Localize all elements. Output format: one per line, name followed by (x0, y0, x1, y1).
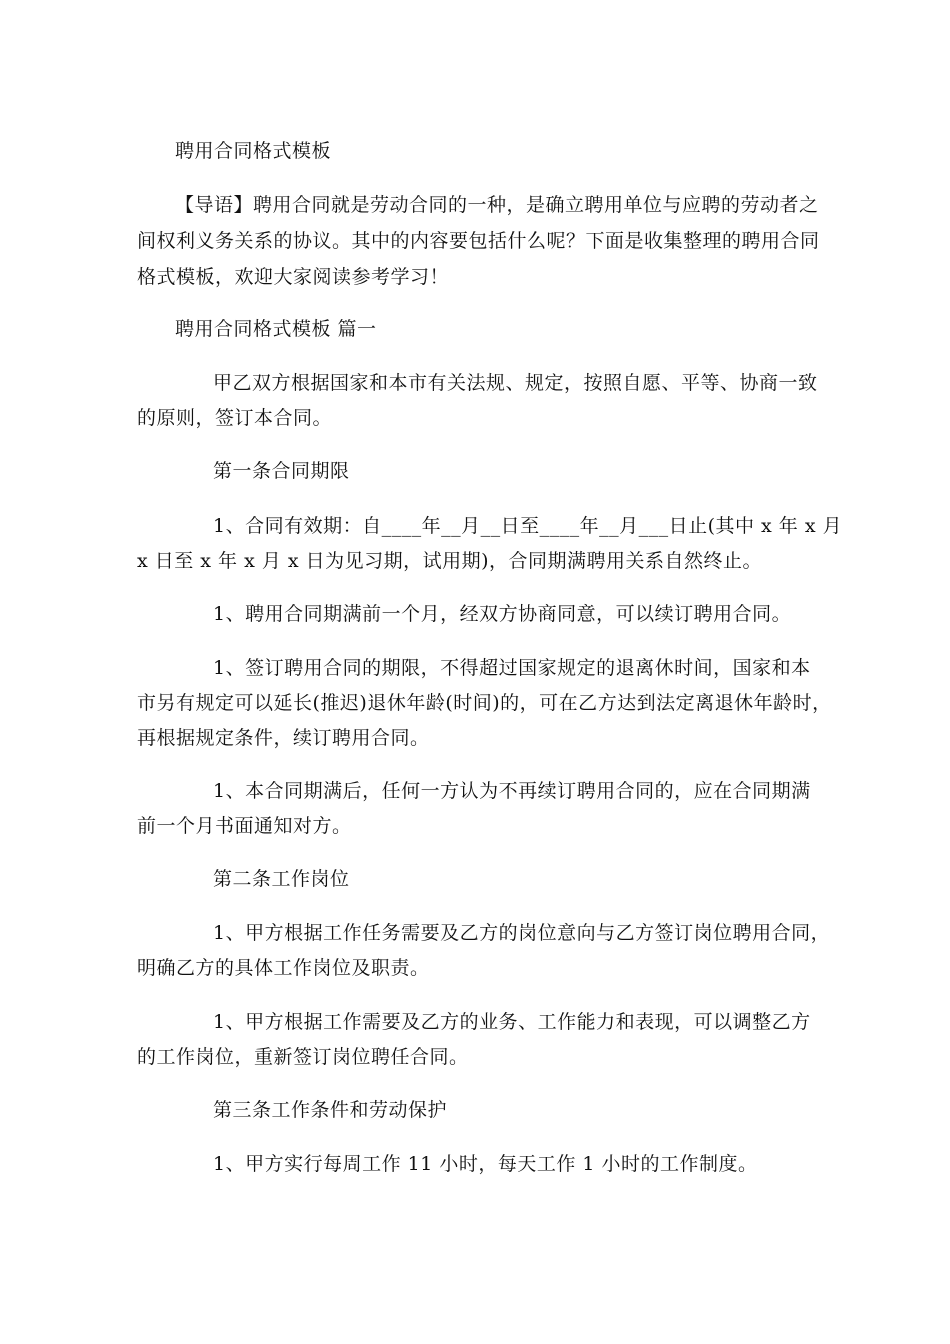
clause-line: 再根据规定条件，续订聘用合同。 (137, 727, 430, 749)
section-heading: 聘用合同格式模板 篇一 (175, 318, 377, 340)
clause-line: 1、甲方根据工作需要及乙方的业务、工作能力和表现，可以调整乙方 (213, 1011, 811, 1033)
article-2-heading: 第二条工作岗位 (213, 868, 350, 890)
clause-line: 1、本合同期满后，任何一方认为不再续订聘用合同的，应在合同期满 (213, 780, 811, 802)
article-1-heading: 第一条合同期限 (213, 460, 350, 482)
intro-line: 【导语】聘用合同就是劳动合同的一种，是确立聘用单位与应聘的劳动者之 (175, 194, 819, 216)
clause-line: 市另有规定可以延长(推迟)退休年龄(时间)的，可在乙方达到法定离退休年龄时， (137, 692, 832, 714)
article-3-clause-1: 1、甲方实行每周工作 11 小时，每天工作 1 小时的工作制度。 (213, 1153, 758, 1175)
clause-line: 的工作岗位，重新签订岗位聘任合同。 (137, 1046, 469, 1068)
document-title: 聘用合同格式模板 (175, 140, 332, 162)
intro-line: 间权利义务关系的协议。其中的内容要包括什么呢？下面是收集整理的聘用合同 (137, 230, 820, 252)
intro-line: 格式模板，欢迎大家阅读参考学习！ (137, 266, 450, 288)
clause-line: 1、甲方根据工作任务需要及乙方的岗位意向与乙方签订岗位聘用合同， (213, 922, 831, 944)
clause-line: 1、签订聘用合同的期限，不得超过国家规定的退离休时间，国家和本 (213, 657, 811, 679)
clause-line: 明确乙方的具体工作岗位及职责。 (137, 957, 430, 979)
clause-line: 1、合同有效期：自____年__月__日至____年__月___日止(其中 x 年 x 月 (213, 515, 843, 537)
article-1-clause-2: 1、聘用合同期满前一个月，经双方协商同意，可以续订聘用合同。 (213, 603, 792, 625)
clause-line: 前一个月书面通知对方。 (137, 815, 352, 837)
clause-line: x 日至 x 年 x 月 x 日为见习期，试用期)，合同期满聘用关系自然终止。 (137, 550, 763, 572)
preamble-line: 甲乙双方根据国家和本市有关法规、规定，按照自愿、平等、协商一致 (213, 372, 818, 394)
article-3-heading: 第三条工作条件和劳动保护 (213, 1099, 448, 1121)
preamble-line: 的原则，签订本合同。 (137, 407, 333, 429)
